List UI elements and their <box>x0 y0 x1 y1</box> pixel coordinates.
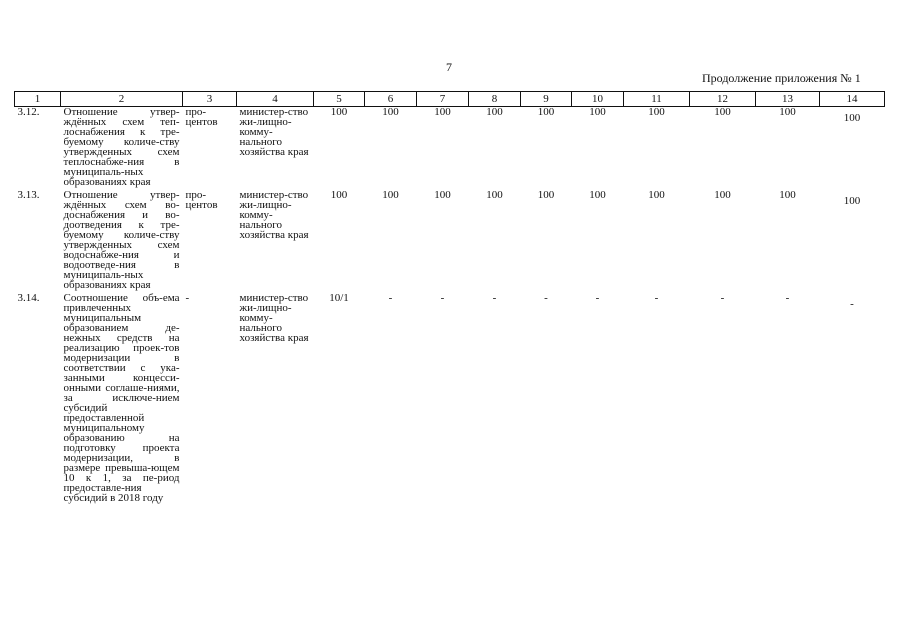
header-col-10: 10 <box>572 92 624 107</box>
header-col-1: 1 <box>15 92 61 107</box>
header-col-12: 12 <box>690 92 756 107</box>
value-cell: 100 <box>382 106 399 118</box>
value-cell: 100 <box>330 189 348 201</box>
value-cell: - <box>595 292 600 304</box>
header-col-3: 3 <box>183 92 237 107</box>
value-cell: 100 <box>486 189 503 201</box>
value-cell: - <box>654 292 659 304</box>
value-cell: 100 <box>486 106 503 118</box>
header-col-8: 8 <box>469 92 521 107</box>
value-cell: 100 <box>537 106 555 118</box>
value-cell: 100 <box>714 106 731 118</box>
page-number: 7 <box>446 60 452 74</box>
value-cell: - <box>544 292 548 304</box>
value-cell: 100 <box>537 189 555 201</box>
value-cell: 100 <box>330 106 348 118</box>
table-row <box>15 190 885 293</box>
table-row <box>15 293 885 503</box>
header-col-9: 9 <box>521 92 572 107</box>
value-cell: 100 <box>779 189 796 201</box>
header-col-14: 14 <box>820 92 885 107</box>
appendix-continuation-label: Продолжение приложения № 1 <box>702 71 861 85</box>
header-col-2: 2 <box>61 92 183 107</box>
value-cell: 100 <box>648 189 665 201</box>
value-cell: - <box>785 292 790 304</box>
header-col-7: 7 <box>417 92 469 107</box>
value-cell: 100 <box>434 106 451 118</box>
value-cell: 100 <box>434 189 451 201</box>
value-cell: 100 <box>648 106 665 118</box>
value-cell: 100 <box>843 195 861 207</box>
row-number: 3.14. <box>17 292 40 304</box>
responsible-body: министер-ство жи-лищно-комму-нального хозяйства края <box>239 189 309 241</box>
header-row <box>15 92 885 107</box>
value-cell: 10/1 <box>329 292 349 304</box>
value-cell: 100 <box>589 189 606 201</box>
indicators-table <box>14 91 885 503</box>
header-col-5: 5 <box>314 92 365 107</box>
indicator-name: Соотношение объ-ема привлеченных муниципальным образованием де-нежных средств на реализацию проек-тов модернизации в соответствии с ука-занными концесси-онными соглаше-ниями, за исключе-нием субсидий предоставленной муниципальному образованию на подготовку проекта модернизации, в размере превыша-ющем 10 к 1, за пе-риод предоставле-ния субсидий в 2018 году <box>63 292 180 504</box>
value-cell: 100 <box>714 189 731 201</box>
header-col-11: 11 <box>624 92 690 107</box>
header-col-6: 6 <box>365 92 417 107</box>
value-cell: - <box>388 292 393 304</box>
value-cell: - <box>720 292 725 304</box>
row-number: 3.12. <box>17 106 40 118</box>
value-cell: 100 <box>779 106 796 118</box>
unit-of-measure: - <box>185 292 190 304</box>
indicator-name: Отношение утвер-ждённых схем теп-лоснабжения к тре-буемому количе-ству утвержденных схем теплоснабже-ния в муниципаль-ных образованиях края <box>63 106 180 188</box>
value-cell: - <box>492 292 497 304</box>
responsible-body: министер-ство жи-лищно-комму-нального хозяйства края <box>239 106 309 158</box>
header-col-4: 4 <box>237 92 314 107</box>
responsible-body: министер-ство жи-лищно-комму-нального хозяйства края <box>239 292 309 344</box>
header-col-13: 13 <box>756 92 820 107</box>
row-number: 3.13. <box>17 189 40 201</box>
value-cell: 100 <box>589 106 606 118</box>
value-cell: 100 <box>843 112 861 124</box>
table-row <box>15 107 885 191</box>
value-cell: - <box>440 292 445 304</box>
unit-of-measure: про-центов <box>185 106 218 128</box>
value-cell: - <box>850 298 854 310</box>
indicator-name: Отношение утвер-ждённых схем во-доснабжения и во-доотведения к тре-буемому количе-ству утвержденных схем водоснабже-ния и водоотведе-ния в муниципаль-ных образованиях края <box>63 189 180 291</box>
unit-of-measure: про-центов <box>185 189 218 211</box>
value-cell: 100 <box>382 189 399 201</box>
